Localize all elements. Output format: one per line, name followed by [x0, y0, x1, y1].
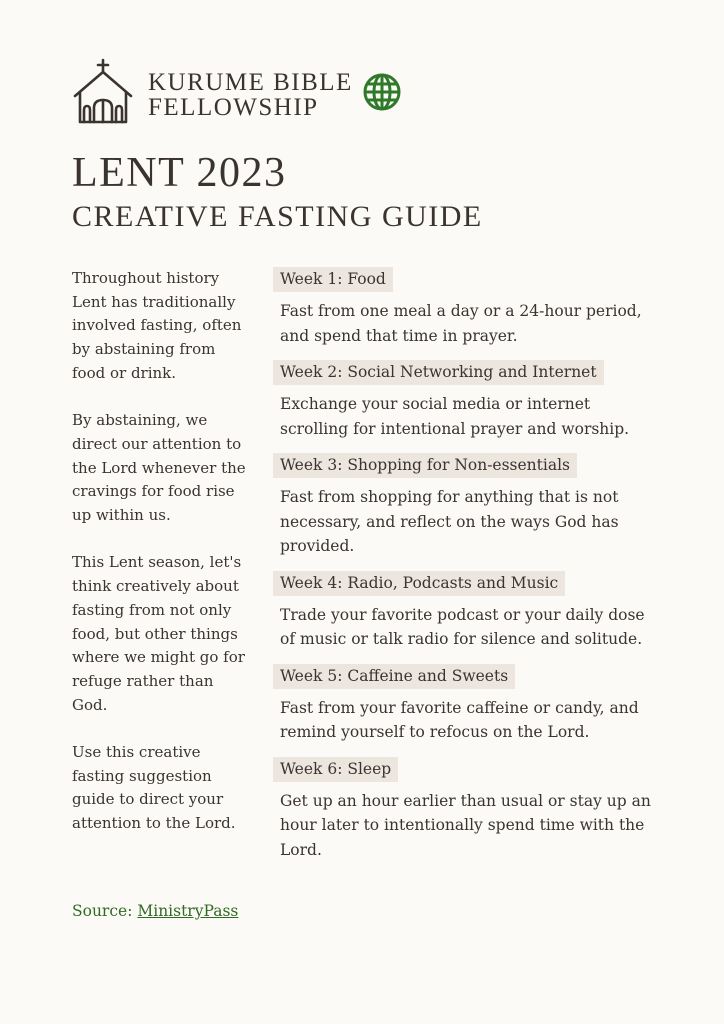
- week-item: [273, 664, 663, 745]
- week-item: [273, 360, 663, 441]
- week-label: Week 4: Radio, Podcasts and Music: [273, 571, 565, 596]
- intro-paragraph: Use this creative fasting suggestion guide to direct your attention to the Lord.: [72, 743, 236, 833]
- week-label: Week 2: Social Networking and Internet: [273, 360, 604, 385]
- week-label: Week 3: Shopping for Non-essentials: [273, 453, 577, 478]
- week-label: Week 1: Food: [273, 267, 393, 292]
- weeks-list: [273, 267, 663, 874]
- week-description: Exchange your social media or internet scrolling for intentional prayer and worship.: [280, 395, 630, 438]
- week-item: [273, 571, 663, 652]
- page-subtitle: CREATIVE FASTING GUIDE: [72, 200, 483, 233]
- org-name: KURUME BIBLE FELLOWSHIP: [148, 69, 353, 121]
- week-item: [273, 757, 663, 863]
- week-description: Get up an hour earlier than usual or stay up an hour later to intentionally spend time with the Lord.: [280, 791, 651, 859]
- week-label: Week 5: Caffeine and Sweets: [273, 664, 515, 689]
- week-description: Fast from one meal a day or a 24-hour period, and spend that time in prayer.: [280, 302, 642, 345]
- globe-cross-icon: [362, 72, 402, 112]
- intro-paragraph: This Lent season, let's think creatively about fasting from not only food, but other things where we might go for refuge rather than God.: [72, 553, 245, 714]
- church-icon: [72, 58, 134, 124]
- week-description: Trade your favorite podcast or your daily dose of music or talk radio for silence and solitude.: [280, 605, 645, 648]
- week-item: [273, 267, 663, 348]
- intro-paragraph: Throughout history Lent has traditionally involved fasting, often by abstaining from food or drink.: [72, 269, 242, 382]
- week-description: Fast from shopping for anything that is not necessary, and reflect on the ways God has provided.: [280, 488, 619, 555]
- intro-column: [72, 267, 247, 860]
- week-label: Week 6: Sleep: [273, 757, 398, 782]
- week-description: Fast from your favorite caffeine or candy, and remind yourself to refocus on the Lord.: [280, 698, 639, 741]
- header: [72, 58, 472, 124]
- source-line: [72, 902, 238, 920]
- week-item: [273, 453, 663, 559]
- intro-paragraph: By abstaining, we direct our attention to the Lord whenever the cravings for food rise up within us.: [72, 411, 246, 525]
- page-title: LENT 2023: [72, 150, 287, 196]
- source-link[interactable]: MinistryPass: [137, 902, 239, 920]
- source-prefix: Source:: [72, 902, 138, 920]
